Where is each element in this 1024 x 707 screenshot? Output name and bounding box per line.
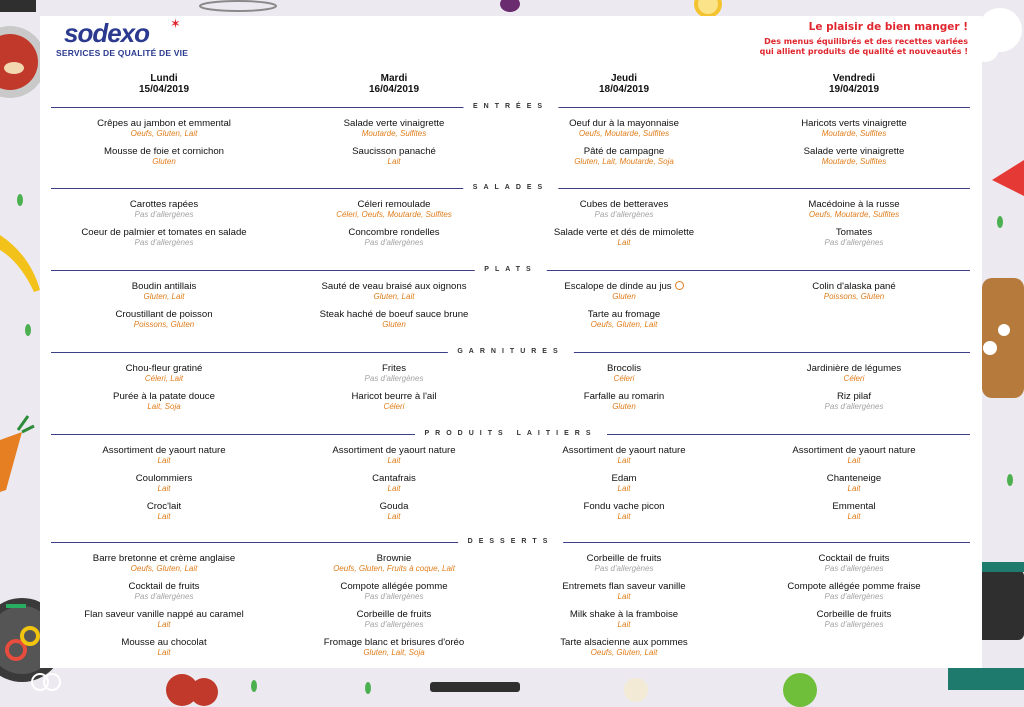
dish-allergens: Pas d'allergènes: [134, 238, 194, 247]
dish-allergens: Lait: [387, 456, 401, 465]
knife-icon: [430, 682, 520, 692]
dish-item: [284, 227, 504, 247]
dish-item: [284, 501, 504, 521]
dish-name-text: Farfalle au romarin: [583, 391, 665, 402]
dish-item: [514, 553, 734, 573]
dish-name: [514, 118, 734, 129]
dish-name: [54, 473, 274, 484]
dish-name-text: Frites: [382, 363, 406, 374]
dish-item: [284, 637, 504, 657]
section-divider: [51, 346, 970, 358]
dish-name: [54, 363, 274, 374]
dish-allergens: Moutarde, Sulfites: [361, 129, 427, 138]
dish-allergens: Lait: [617, 592, 631, 601]
dish-item: [54, 118, 274, 138]
dish-allergens: Moutarde, Sulfites: [821, 157, 887, 166]
day-name: Lundi: [150, 73, 178, 84]
dish-item: [54, 473, 274, 493]
dish-allergens: Lait: [617, 620, 631, 629]
section-title: SALADES: [463, 182, 558, 194]
dish-name: [54, 609, 274, 620]
dish-name-text: Tarte au fromage: [587, 309, 661, 320]
day-date: 19/04/2019: [828, 84, 880, 95]
dish-name-text: Mousse au chocolat: [121, 637, 207, 648]
dish-allergens: Gluten, Lait: [143, 292, 185, 301]
dish-allergens: Lait: [387, 157, 401, 166]
day-header: [744, 73, 964, 95]
dish-allergens: Gluten, Lait: [373, 292, 415, 301]
dish-name: [54, 391, 274, 402]
dish-item: [284, 118, 504, 138]
dish-allergens: Pas d'allergènes: [824, 402, 884, 411]
dish-item: [284, 391, 504, 411]
dish-name: [54, 199, 274, 210]
dish-item: [514, 281, 734, 301]
dish-name-text: Edam: [611, 473, 637, 484]
dish-item: [514, 637, 734, 657]
day-name: Vendredi: [832, 73, 876, 84]
dish-item: [514, 118, 734, 138]
slogan-title: Le plaisir de bien manger !: [808, 21, 968, 33]
dish-allergens: Pas d'allergènes: [594, 210, 654, 219]
dish-item: [284, 609, 504, 629]
dish-item: [744, 609, 964, 629]
dish-name: [514, 199, 734, 210]
dish-name: [514, 146, 734, 157]
dish-name: [284, 227, 504, 238]
dish-name-text: Milk shake à la framboise: [569, 609, 679, 620]
dish-name-text: Entremets flan saveur vanille: [562, 581, 686, 592]
dish-item: [54, 199, 274, 219]
dish-name-text: Salade verte et dés de mimolette: [553, 227, 695, 238]
dish-allergens: Céleri: [383, 402, 405, 411]
dish-allergens: Gluten: [152, 157, 176, 166]
dish-name-text: Corbeille de fruits: [586, 553, 662, 564]
dish-name-text: Mousse de foie et cornichon: [104, 146, 224, 157]
dish-allergens: Céleri: [843, 374, 865, 383]
section-divider: [51, 182, 970, 194]
section-divider: [51, 428, 970, 440]
section-title: PLATS: [474, 264, 546, 276]
dish-item: [54, 391, 274, 411]
dish-name: [54, 553, 274, 564]
dish-name: [514, 391, 734, 402]
dish-allergens: Céleri, Lait: [144, 374, 184, 383]
dish-item: [514, 146, 734, 166]
dish-name: [514, 473, 734, 484]
dish-item: [284, 199, 504, 219]
dish-name-text: Brocolis: [606, 363, 642, 374]
dish-name: [284, 146, 504, 157]
dish-name: [284, 281, 504, 292]
dish-item: [744, 227, 964, 247]
dish-item: [54, 309, 274, 329]
dish-item: [284, 445, 504, 465]
sodexo-logo: [56, 16, 189, 58]
tomato-icon: [166, 674, 218, 706]
dish-name-text: Haricot beurre à l'ail: [351, 391, 437, 402]
vegetarian-badge-icon: [675, 281, 684, 290]
dish-name-text: Crêpes au jambon et emmental: [97, 118, 231, 129]
dish-name: [514, 581, 734, 592]
dish-name: [514, 609, 734, 620]
eggplant-icon: [500, 0, 520, 12]
day-date: 18/04/2019: [598, 84, 650, 95]
dish-item: [514, 581, 734, 601]
dish-name: [54, 501, 274, 512]
dish-allergens: Lait: [847, 484, 861, 493]
dish-allergens: Lait: [617, 484, 631, 493]
dish-name-text: Céleri remoulade: [357, 199, 431, 210]
slogan: [760, 21, 968, 57]
dish-name: [744, 581, 964, 592]
dish-name: [744, 118, 964, 129]
dish-name-text: Coeur de palmier et tomates en salade: [81, 227, 247, 238]
dish-allergens: Pas d'allergènes: [134, 210, 194, 219]
brand-tagline: SERVICES DE QUALITÉ DE VIE: [56, 48, 189, 58]
dish-allergens: Oeufs, Gluten, Lait: [130, 564, 198, 573]
dish-name-text: Compote allégée pomme fraise: [787, 581, 921, 592]
section-title: GARNITURES: [447, 346, 573, 358]
dish-name: [54, 118, 274, 129]
dish-name-text: Tarte alsacienne aux pommes: [560, 637, 688, 648]
dish-name-text: Emmental: [832, 501, 876, 512]
dish-name-text: Saucisson panaché: [352, 146, 436, 157]
dish-name-text: Chanteneige: [826, 473, 882, 484]
dish-name: [284, 501, 504, 512]
dish-name: [54, 309, 274, 320]
dish-item: [54, 363, 274, 383]
dish-name: [284, 637, 504, 648]
dish-name: [744, 227, 964, 238]
dish-name-text: Pâté de campagne: [583, 146, 665, 157]
dish-allergens: Pas d'allergènes: [824, 564, 884, 573]
dish-name: [54, 637, 274, 648]
dish-name-text: Cocktail de fruits: [128, 581, 200, 592]
dish-name-text: Salade verte vinaigrette: [343, 118, 445, 129]
dish-allergens: Oeufs, Gluten, Lait: [590, 320, 658, 329]
dish-item: [54, 581, 274, 601]
dish-name-text: Assortiment de yaourt nature: [792, 445, 916, 456]
dish-name-text: Jardinière de légumes: [806, 363, 902, 374]
dish-allergens: Lait: [847, 512, 861, 521]
dish-name-text: Assortiment de yaourt nature: [332, 445, 456, 456]
dish-name: [744, 146, 964, 157]
dish-name: [744, 199, 964, 210]
dish-name: [284, 581, 504, 592]
dish-name-text: Carottes rapées: [129, 199, 199, 210]
dish-name: [744, 553, 964, 564]
dish-item: [744, 581, 964, 601]
dish-name: [284, 118, 504, 129]
dish-allergens: Moutarde, Sulfites: [821, 129, 887, 138]
dish-name: [744, 609, 964, 620]
dish-item: [54, 281, 274, 301]
day-header: [284, 73, 504, 95]
dish-allergens: Gluten: [612, 292, 636, 301]
dish-item: [514, 363, 734, 383]
dish-name: [744, 363, 964, 374]
dish-item: [54, 553, 274, 573]
dish-allergens: Gluten, Lait, Soja: [363, 648, 425, 657]
banana-icon: [0, 235, 40, 292]
dish-name-text: Barre bretonne et crème anglaise: [92, 553, 236, 564]
dish-allergens: Lait: [387, 484, 401, 493]
dish-name-text: Compote allégée pomme: [340, 581, 448, 592]
section-divider: [51, 536, 970, 548]
dish-allergens: Pas d'allergènes: [824, 238, 884, 247]
dish-name: [54, 445, 274, 456]
dish-name: [284, 553, 504, 564]
dish-allergens: Lait: [157, 648, 171, 657]
dish-name: [514, 445, 734, 456]
dish-name: [54, 146, 274, 157]
slogan-line-2: qui allient produits de qualité et nouveautés !: [759, 47, 968, 56]
dish-allergens: Lait: [617, 238, 631, 247]
dish-item: [514, 391, 734, 411]
dish-item: [744, 118, 964, 138]
dish-name: [54, 281, 274, 292]
dish-name-text: Cocktail de fruits: [818, 553, 890, 564]
dish-allergens: Lait: [387, 512, 401, 521]
dish-item: [54, 227, 274, 247]
dish-name-text: Fromage blanc et brisures d'oréo: [323, 637, 465, 648]
dish-name: [284, 391, 504, 402]
dish-item: [284, 581, 504, 601]
dish-item: [54, 501, 274, 521]
dish-name: [284, 363, 504, 374]
dish-name: [514, 363, 734, 374]
dish-allergens: Poissons, Gluten: [133, 320, 195, 329]
dish-item: [744, 553, 964, 573]
day-date: 15/04/2019: [138, 84, 190, 95]
dish-name: [514, 553, 734, 564]
dish-name-text: Cantafrais: [372, 473, 416, 484]
day-name: Jeudi: [610, 73, 638, 84]
dish-allergens: Poissons, Gluten: [823, 292, 885, 301]
section-divider: [51, 101, 970, 113]
dish-allergens: Céleri: [613, 374, 635, 383]
dish-allergens: Pas d'allergènes: [364, 374, 424, 383]
dish-name-text: Tomates: [835, 227, 873, 238]
dish-allergens: Lait: [847, 456, 861, 465]
dish-item: [744, 363, 964, 383]
dish-name: [744, 281, 964, 292]
dish-item: [514, 473, 734, 493]
dish-name-text: Oeuf dur à la mayonnaise: [569, 118, 679, 129]
section-title: DESSERTS: [458, 536, 564, 548]
dish-name-text: Flan saveur vanille nappé au caramel: [84, 609, 244, 620]
day-header: [54, 73, 274, 95]
dish-allergens: Céleri, Oeufs, Moutarde, Sulfites: [336, 210, 452, 219]
day-header: [514, 73, 734, 95]
day-date: 16/04/2019: [368, 84, 420, 95]
dish-name: [744, 473, 964, 484]
dish-name-text: Croc'lait: [146, 501, 182, 512]
dish-name: [514, 309, 734, 320]
dish-item: [744, 445, 964, 465]
dish-name-text: Brownie: [376, 553, 412, 564]
dish-allergens: Lait: [157, 512, 171, 521]
dish-name: [284, 445, 504, 456]
dish-allergens: Lait: [157, 456, 171, 465]
dish-item: [744, 391, 964, 411]
dish-name: [514, 281, 734, 292]
dish-item: [284, 473, 504, 493]
dish-name-text: Colin d'alaska pané: [812, 281, 896, 292]
dish-item: [744, 146, 964, 166]
watermelon-slice-icon: [992, 160, 1024, 196]
dish-allergens: Oeufs, Moutarde, Sulfites: [578, 129, 670, 138]
dish-name-text: Corbeille de fruits: [816, 609, 892, 620]
dish-allergens: Pas d'allergènes: [824, 620, 884, 629]
dish-name: [514, 227, 734, 238]
dish-item: [514, 199, 734, 219]
dish-item: [284, 309, 504, 329]
dish-allergens: Lait, Soja: [147, 402, 181, 411]
dish-name: [284, 609, 504, 620]
dish-name-text: Corbeille de fruits: [356, 609, 432, 620]
apple-icon: [783, 673, 817, 707]
dish-name-text: Coulommiers: [135, 473, 193, 484]
dish-name-text: Croustillant de poisson: [115, 309, 213, 320]
dish-item: [744, 473, 964, 493]
dish-name: [744, 391, 964, 402]
dish-name-text: Fondu vache picon: [583, 501, 665, 512]
dish-item: [744, 199, 964, 219]
dish-item: [284, 146, 504, 166]
dish-name-text: Boudin antillais: [131, 281, 197, 292]
dish-allergens: Lait: [157, 620, 171, 629]
dish-name-text: Steak haché de boeuf sauce brune: [319, 309, 469, 320]
whisk-icon: [200, 1, 276, 11]
dish-item: [744, 281, 964, 301]
dish-allergens: Oeufs, Gluten, Fruits à coque, Lait: [333, 564, 455, 573]
dish-item: [284, 553, 504, 573]
dish-name-text: Purée à la patate douce: [113, 391, 215, 402]
brand-name: sodexo: [64, 18, 150, 48]
dish-allergens: Gluten, Lait, Moutarde, Soja: [574, 157, 674, 166]
dish-name-text: Escalope de dinde au jus: [564, 281, 672, 292]
dish-name-text: Macédoine à la russe: [808, 199, 900, 210]
dish-item: [514, 501, 734, 521]
dish-name: [284, 309, 504, 320]
dish-name-text: Assortiment de yaourt nature: [562, 445, 686, 456]
dish-item: [284, 281, 504, 301]
section-divider: [51, 264, 970, 276]
dish-name: [744, 445, 964, 456]
dish-allergens: Lait: [617, 512, 631, 521]
dish-name-text: Chou-fleur gratiné: [125, 363, 203, 374]
dish-name-text: Assortiment de yaourt nature: [102, 445, 226, 456]
dish-allergens: Oeufs, Gluten, Lait: [590, 648, 658, 657]
slogan-line-1: Des menus équilibrés et des recettes variées: [764, 37, 968, 46]
carrot-icon: [0, 416, 34, 492]
dish-name-text: Sauté de veau braisé aux oignons: [321, 281, 467, 292]
dish-item: [54, 637, 274, 657]
dish-item: [54, 146, 274, 166]
dish-allergens: Oeufs, Gluten, Lait: [130, 129, 198, 138]
dish-name: [54, 581, 274, 592]
dish-name-text: Riz pilaf: [836, 391, 872, 402]
star-icon: ✶: [170, 16, 181, 31]
dish-item: [54, 445, 274, 465]
dish-allergens: Pas d'allergènes: [594, 564, 654, 573]
day-name: Mardi: [380, 73, 408, 84]
dish-name-text: Haricots verts vinaigrette: [801, 118, 907, 129]
dish-name: [54, 227, 274, 238]
dish-allergens: Pas d'allergènes: [824, 592, 884, 601]
cutting-board-icon: [982, 278, 1024, 398]
dish-name: [514, 637, 734, 648]
dish-allergens: Oeufs, Moutarde, Sulfites: [808, 210, 900, 219]
dish-item: [54, 609, 274, 629]
dish-item: [514, 227, 734, 247]
dish-name-text: Salade verte vinaigrette: [803, 146, 905, 157]
dish-allergens: Pas d'allergènes: [364, 592, 424, 601]
dish-allergens: Pas d'allergènes: [364, 620, 424, 629]
dish-item: [514, 445, 734, 465]
dish-allergens: Gluten: [612, 402, 636, 411]
dish-item: [284, 363, 504, 383]
section-title: PRODUITS LAITIERS: [414, 428, 606, 440]
dish-item: [744, 501, 964, 521]
dish-allergens: Lait: [617, 456, 631, 465]
dish-name-text: Cubes de betteraves: [579, 199, 669, 210]
dish-item: [514, 609, 734, 629]
section-title: ENTRÉES: [463, 101, 558, 113]
dish-allergens: Gluten: [382, 320, 406, 329]
dish-name: [284, 473, 504, 484]
dish-name-text: Gouda: [379, 501, 409, 512]
garlic-icon: [624, 678, 648, 702]
dish-item: [514, 309, 734, 329]
dish-name-text: Concombre rondelles: [348, 227, 440, 238]
dish-name: [284, 199, 504, 210]
dish-allergens: Pas d'allergènes: [364, 238, 424, 247]
dish-name: [744, 501, 964, 512]
dish-name: [514, 501, 734, 512]
dish-allergens: Lait: [157, 484, 171, 493]
dish-allergens: Pas d'allergènes: [134, 592, 194, 601]
